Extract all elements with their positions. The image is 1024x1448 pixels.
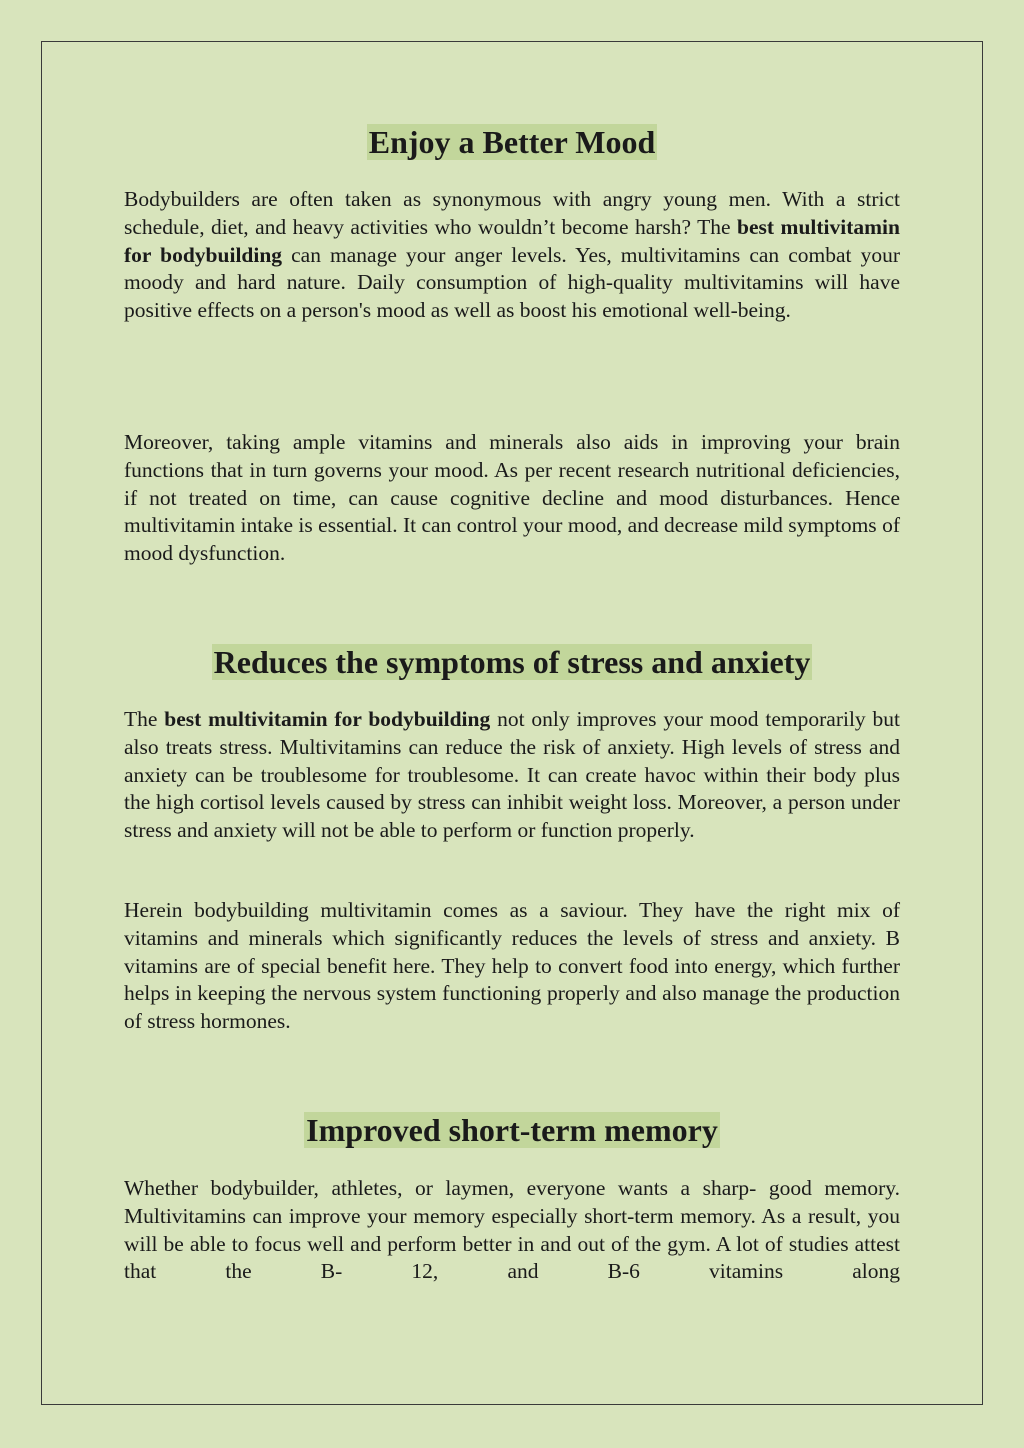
keyword-best-multivitamin: best multivitamin for bodybuilding bbox=[124, 214, 900, 267]
keyword-best-multivitamin: best multivitamin for bodybuilding bbox=[164, 707, 491, 731]
heading-improved-memory: Improved short-term memory bbox=[306, 1112, 718, 1148]
paragraph-mood-1: Bodybuilders are often taken as synonymous with angry young men. With a strict schedule, diet, and heavy activities who wouldn’t become harsh? The best multivitamin for bodybuilding can manage your anger levels. Yes, multivitamins can combat your moody and hard nature. Daily consumption of high-quality multivitamins will have positive effects on a person's mood as well as boost his emotional well-being. bbox=[124, 187, 901, 323]
heading-reduces-stress-anxiety: Reduces the symptoms of stress and anxiety bbox=[213, 644, 811, 680]
paragraph-stress-2: Herein bodybuilding multivitamin comes as a saviour. They have the right mix of vitamins and minerals which significantly reduces the levels of stress and anxiety. B vitamins are of special benefit here. They help to convert food into energy, which further helps in keeping the nervous system functioning properly and also manage the production of stress hormones. bbox=[124, 898, 900, 1034]
paragraph-memory-1: Whether bodybuilder, athletes, or laymen, everyone wants a sharp- good memory. Multivitamins can improve your memory especially short-term memory. As a result, you will be able to focus well and perform better in and out of the gym. A lot of studies attest that the B- 12, and B-6 vitamins along bbox=[124, 1176, 900, 1284]
heading-enjoy-better-mood: Enjoy a Better Mood bbox=[368, 124, 656, 160]
paragraph-stress-1: The best multivitamin for bodybuilding not only improves your mood temporarily but also treats stress. Multivitamins can reduce the risk of anxiety. High levels of stress and anxiety can be troublesome for troublesome. It can create havoc within their body plus the high cortisol levels caused by stress can inhibit weight loss. Moreover, a person under stress and anxiety will not be able to perform or function properly. bbox=[124, 707, 900, 843]
paragraph-mood-2: Moreover, taking ample vitamins and minerals also aids in improving your brain functions that in turn governs your mood. As per recent research nutritional deficiencies, if not treated on time, can cause cognitive decline and mood disturbances. Hence multivitamin intake is essential. It can control your mood, and decrease mild symptoms of mood dysfunction. bbox=[124, 430, 900, 566]
